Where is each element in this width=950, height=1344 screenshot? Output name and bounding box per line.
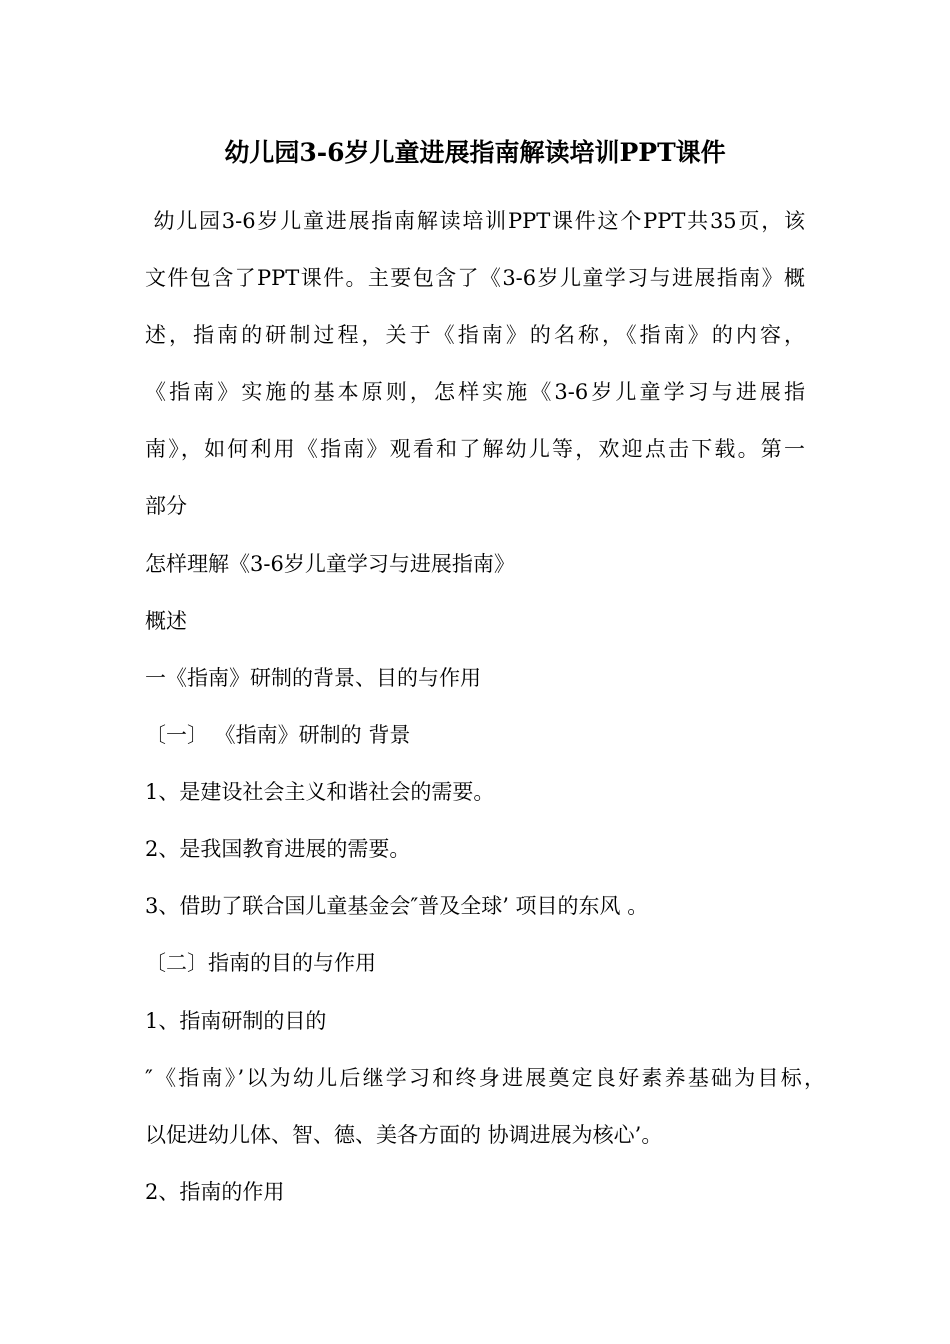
- list-item-purpose: 1、指南研制的目的: [145, 1009, 327, 1033]
- quote-line-2: 以促进幼儿体、智、德、美各方面的 协调进展为核心’。: [145, 1123, 663, 1147]
- section-heading: 怎样理解《3-6岁儿童学习与进展指南》: [145, 552, 515, 576]
- chapter-heading: 一《指南》研制的背景、目的与作用: [145, 666, 481, 690]
- quote-line-1: ″《指南》’以为幼儿后继学习和终身进展奠定良好素养基础为目标，: [145, 1066, 825, 1090]
- intro-line-6: 部分: [145, 494, 187, 518]
- list-item-role: 2、指南的作用: [145, 1180, 285, 1204]
- subsection-heading-1: 〔一〕 《指南》研制的 背景: [145, 723, 411, 747]
- intro-line-4: 《指南》实施的基本原则，怎样实施《3-6岁儿童学习与进展指: [145, 380, 805, 404]
- intro-line-1: 幼儿园3-6岁儿童进展指南解读培训PPT课件这个PPT共35页，该: [145, 209, 805, 233]
- overview-heading: 概述: [145, 609, 187, 633]
- subsection-heading-2: 〔二〕指南的目的与作用: [145, 951, 376, 975]
- intro-line-3: 述，指南的研制过程，关于《指南》的名称，《指南》的内容，: [145, 323, 805, 347]
- list-item-1: 1、是建设社会主义和谐社会的需要。: [145, 780, 495, 804]
- intro-line-2: 文件包含了PPT课件。主要包含了《3-6岁儿童学习与进展指南》概: [145, 266, 805, 290]
- list-item-2: 2、是我国教育进展的需要。: [145, 837, 411, 861]
- document-title: 幼儿园3-6岁儿童进展指南解读培训PPT课件: [224, 138, 726, 167]
- intro-line-5: 南》，如何利用《指南》观看和了解幼儿等，欢迎点击下载。第一: [145, 437, 805, 461]
- list-item-3: 3、借助了联合国儿童基金会″普及全球’ 项目的东风 。: [145, 894, 649, 918]
